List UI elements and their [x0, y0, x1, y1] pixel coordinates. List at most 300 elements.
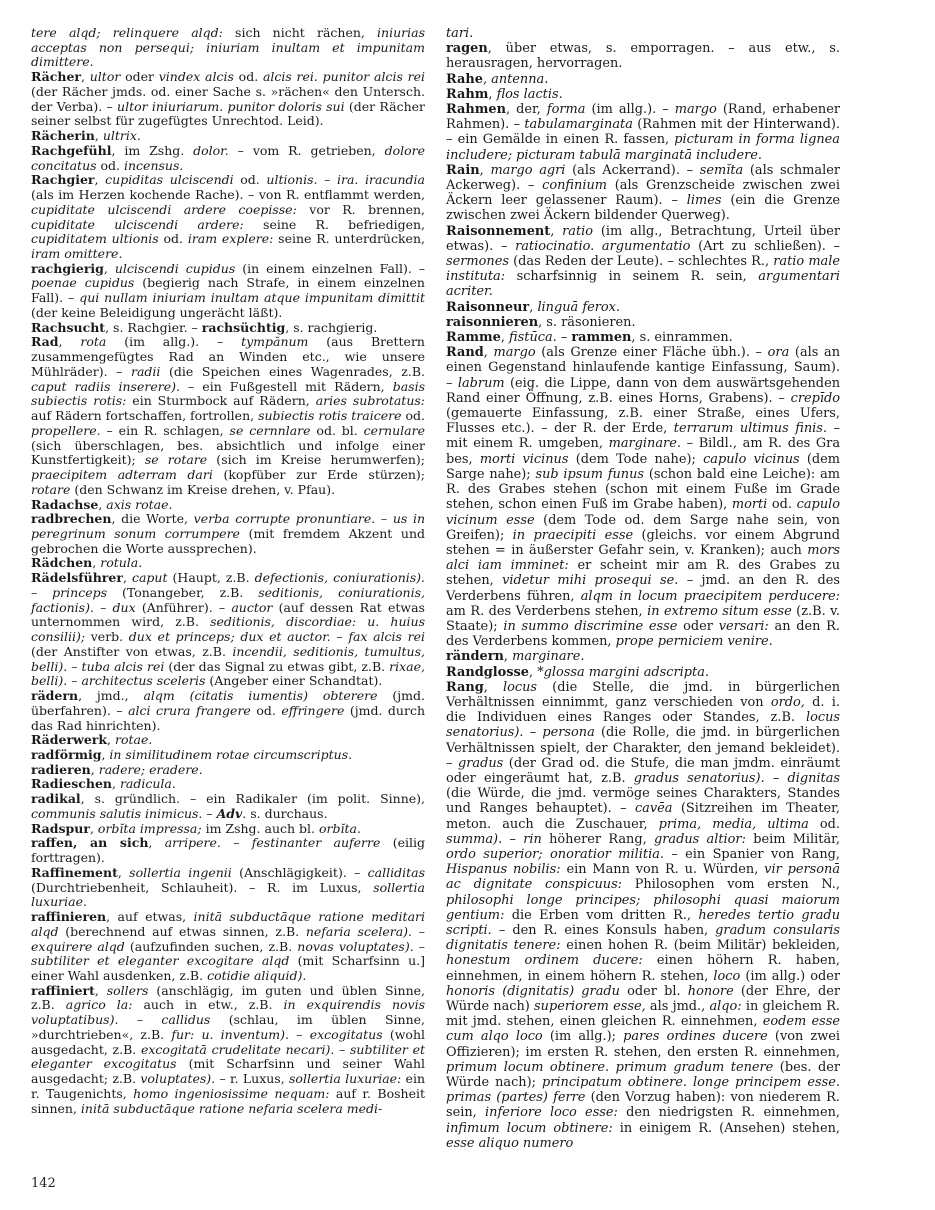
- headword: rachsüchtig: [201, 319, 286, 335]
- latin-text: gradus altior:: [653, 831, 746, 847]
- headword: Rahe: [446, 71, 483, 87]
- latin-text: subiectis rotis traicere: [258, 408, 402, 424]
- latin-text: gradum consularis dignitatis tenere:: [446, 922, 840, 954]
- latin-text: alci crura frangere: [128, 702, 251, 718]
- dictionary-entry: [31, 173, 425, 261]
- german-text: (mit fremdem Akzent und gebrochen die Worte aussprechen).: [31, 525, 425, 556]
- dictionary-entry: [31, 689, 425, 733]
- latin-text: aries subrotatus:: [315, 393, 426, 409]
- latin-text: incendii, seditionis, tumultus, belli). – tuba alcis rei: [31, 643, 425, 674]
- german-text: (die Stelle, die jmd. in bürgerlichen Verhältnissen einnimmt, ganz verschieden von: [446, 679, 840, 710]
- german-text: ,: [500, 330, 510, 346]
- german-text: (als an einen Gegenstand hinlaufende kantige Einfassung, Saum). –: [446, 345, 840, 391]
- dictionary-entry: [446, 102, 840, 163]
- latin-text: alqm (citatis iumentis) obterere: [143, 688, 378, 704]
- dictionary-entry: [31, 129, 425, 144]
- latin-text: rotare: [31, 481, 71, 497]
- german-text: (bes. der Würde nach);: [446, 1059, 840, 1091]
- latin-text: summa). – rin: [446, 831, 542, 847]
- latin-text: arripere. – festinanter auferre: [164, 835, 381, 851]
- latin-text: tere alqd; relinquere alqd:: [31, 25, 223, 40]
- dictionary-entry: [31, 984, 425, 1117]
- latin-text: sollertia luxuriae.: [31, 879, 425, 910]
- german-text: ,: [483, 679, 503, 695]
- latin-text: argumentari acriter.: [446, 269, 840, 300]
- german-text: ,: [94, 172, 106, 188]
- german-text: ,: [529, 299, 538, 315]
- headword: Raisonnement: [446, 223, 551, 239]
- dictionary-entry: [31, 733, 425, 748]
- latin-text: ora: [767, 345, 790, 361]
- german-text: (aufzufinden suchen, z.B.: [124, 938, 298, 954]
- latin-text: locus senatorius). – persona: [446, 710, 840, 741]
- latin-text: seditionis, coniurationis, factionis). – dux: [31, 584, 425, 615]
- german-text: (jmd. überfahren). –: [31, 688, 425, 718]
- german-text: (Sitzreihen im Theater, meton. auch die Zuschauer,: [446, 801, 840, 832]
- latin-text: gradus: [457, 755, 504, 771]
- latin-text: Hispanus nobilis:: [446, 862, 561, 878]
- headword: raffiniert: [31, 982, 95, 998]
- headword: rachgierig: [31, 260, 104, 276]
- latin-text: axis rotae.: [106, 496, 173, 512]
- german-text: (ein die Grenze zwischen zwei Äckern bildender Querweg).: [446, 193, 840, 224]
- german-text: ein Sturmbock auf Rädern,: [126, 393, 316, 409]
- latin-text: se cernnlare: [229, 422, 311, 438]
- german-text: ,: [528, 664, 538, 680]
- headword: Radachse: [31, 496, 99, 512]
- german-text: – ein R. schlagen,: [100, 422, 230, 438]
- headword: Radspur: [31, 820, 90, 836]
- latin-text: dolore concitatus: [31, 142, 425, 173]
- german-text: in gleichem R. mit jmd. stehen, einen gleichen R. einnehmen,: [446, 999, 840, 1030]
- latin-text: mors alci iam imminet:: [446, 542, 840, 574]
- latin-text: esse aliquo numero: [446, 1135, 574, 1151]
- headword: Rahm: [446, 86, 489, 102]
- latin-text: terrarum ultimus finis.: [673, 421, 827, 437]
- latin-text: voluptates).: [140, 1071, 216, 1087]
- latin-text: crepīdo: [790, 390, 840, 406]
- latin-text: iram omittere.: [31, 246, 123, 262]
- german-text: seine R. unterdrücken,: [273, 231, 425, 247]
- latin-text: in praecipiti esse: [512, 527, 634, 543]
- german-text: ,: [117, 864, 130, 880]
- german-text: (mit Scharfsinn u.] einer Wahl ausdenken, z.B.: [31, 953, 425, 983]
- latin-text: radii: [131, 363, 161, 379]
- german-text: ,: [550, 223, 563, 239]
- latin-text: seditionis, discordiae:: [210, 614, 357, 630]
- latin-text: ratio male instituta:: [446, 254, 840, 285]
- latin-text: cavēa: [634, 801, 673, 817]
- german-text: (anschlägig, im guten und üblen Sinne, z.B.: [31, 982, 425, 1013]
- german-text: (der Grad od. die Stufe, die man jmdm. einräumt oder eingeräumt hat, z.B.: [446, 755, 841, 786]
- german-text: ,: [503, 649, 513, 665]
- german-text: (Art zu schließen). –: [690, 238, 840, 254]
- dictionary-entry: [31, 70, 425, 129]
- german-text: ,: [58, 334, 81, 350]
- german-text: im Zshg. auch bl.: [201, 820, 319, 836]
- headword: radikal: [31, 791, 81, 807]
- german-text: die Erben vom dritten R.,: [504, 907, 699, 923]
- german-text: , jmd.,: [78, 688, 144, 704]
- latin-text: fistūca.: [509, 330, 557, 346]
- headword: Rang: [446, 679, 484, 695]
- german-text: (im allg.);: [542, 1029, 624, 1045]
- german-text: [356, 614, 367, 629]
- german-text: , über etwas, s. emporragen. – aus etw., s. herausragen, hervorragen.: [446, 41, 840, 72]
- dictionary-entry: [446, 649, 840, 664]
- latin-text: in summo discrimine esse: [503, 618, 678, 634]
- headword: Rachgefühl: [31, 142, 112, 158]
- german-text: (dem Sarge nahe);: [446, 451, 840, 482]
- german-text: ,: [81, 69, 90, 85]
- german-text: ,: [482, 71, 492, 87]
- german-text: od.: [250, 702, 282, 718]
- latin-text: rotae.: [114, 732, 153, 748]
- german-text: (den Vorzug haben): von niederem R. sein,: [446, 1090, 840, 1121]
- headword: Rächerin: [31, 128, 95, 144]
- latin-text: antenna.: [491, 71, 549, 87]
- dictionary-entry: [446, 163, 840, 224]
- german-text: Philosophen vom ersten N.,: [622, 877, 840, 893]
- latin-text: caput radiis inserere).: [31, 378, 180, 394]
- dictionary-entry: [446, 72, 840, 87]
- latin-text: rixae, belli). – architectus sceleris: [31, 658, 425, 689]
- latin-text: marginare.: [512, 649, 585, 665]
- german-text: ,: [107, 732, 115, 748]
- latin-text: in extremo situm esse: [647, 603, 792, 619]
- latin-text: tabulamarginata: [524, 117, 633, 133]
- latin-text: ultor iniuriarum. punitor doloris sui: [117, 98, 345, 114]
- latin-text: sermones: [446, 254, 509, 270]
- german-text: einen hohen R. (beim Militär) bekleiden,: [560, 938, 840, 954]
- latin-text: ordo,: [770, 694, 805, 710]
- latin-text: calliditas: [367, 864, 426, 880]
- german-text: (als Grenze einer Fläche übh.). –: [535, 345, 768, 361]
- dictionary-entry: [31, 556, 425, 571]
- german-text: (die Rolle, die jmd. in bürgerlichen Verhältnissen spielt, der Charakter, den jemand bekleidet). –: [446, 725, 840, 771]
- german-text: er scheint mir am R. des Grabes zu stehen,: [446, 558, 840, 589]
- headword: Rachsucht: [31, 319, 106, 335]
- german-text: (Haupt, z.B.: [167, 570, 255, 586]
- german-text: , s. rachgierig.: [285, 319, 378, 335]
- latin-text: honore: [687, 983, 734, 999]
- latin-text: initā subductāque ratione nefaria scelera medi-: [80, 1100, 383, 1116]
- headword: Rain: [446, 162, 480, 178]
- german-text: ,: [103, 260, 115, 276]
- latin-text: poenae cupidus: [31, 275, 135, 291]
- german-text: als jmd.,: [645, 999, 710, 1014]
- german-text: sich nicht rächen,: [222, 25, 378, 40]
- latin-text: prope perniciem venire.: [615, 634, 773, 650]
- headword: raisonnieren: [446, 314, 539, 330]
- headword: raffinieren: [31, 909, 107, 925]
- latin-text: philosophi longe principes; philosophi quasi maiorum gentium:: [446, 892, 840, 923]
- latin-text: flos lactis.: [496, 86, 563, 102]
- latin-text: prima, media, ultima: [658, 816, 809, 832]
- latin-text: capulo vicinus: [703, 451, 800, 467]
- latin-text: agrico la:: [65, 997, 133, 1013]
- german-text: (dem Tode od. dem Sarge nahe sein, von Greifen);: [446, 512, 840, 543]
- latin-text: cupiditate ulciscendi ardere coepisse:: [31, 201, 297, 217]
- latin-text: ultor: [89, 69, 121, 85]
- dictionary-entry: [446, 87, 840, 102]
- german-text: (Durchtriebenheit, Schlauheit). – R. im Luxus,: [31, 879, 374, 895]
- german-text: (im allg., Betrachtung, Urteil über etwas). –: [446, 223, 841, 254]
- latin-text: ultrix.: [102, 128, 141, 144]
- headword: ragen: [446, 41, 488, 57]
- latin-text: fur:: [171, 1026, 195, 1042]
- german-text: (von zwei Offizieren); im ersten R. stehen, den ersten R. einnehmen,: [446, 1029, 841, 1060]
- latin-text: infimum locum obtinere:: [446, 1120, 613, 1136]
- german-text: ,: [94, 982, 107, 998]
- latin-text: videtur mihi prosequi se.: [502, 573, 679, 589]
- german-text: od.: [96, 157, 124, 173]
- german-text: höherer Rang,: [541, 831, 654, 847]
- latin-text: heredes tertio gradu scripti.: [446, 907, 840, 938]
- german-text: (jmd. durch das Rad hinrichten).: [31, 702, 426, 733]
- dictionary-entry: [446, 330, 840, 345]
- german-text: (der Rächer seiner selbst für zugefügtes Unrechtod. Leid).: [31, 98, 425, 129]
- german-text: ,: [148, 835, 165, 851]
- german-text: ,: [94, 128, 103, 144]
- latin-text: morti: [731, 497, 768, 513]
- headword: Rächer: [31, 69, 82, 85]
- german-text: – ein Spanier von Rang,: [663, 846, 841, 862]
- dictionary-entry: [31, 866, 425, 910]
- latin-text: sollertia luxuriae:: [289, 1071, 402, 1087]
- right-column: [446, 26, 840, 1151]
- german-text: , s. einrammen.: [631, 330, 733, 346]
- latin-text: alqm in locum praecipitem perducere:: [580, 588, 840, 604]
- dictionary-entry: [446, 315, 840, 330]
- german-text: (Rand, erhabener Rahmen). –: [446, 102, 840, 133]
- german-text: (der Anstifter von etwas, z.B.: [31, 643, 233, 659]
- headword: Rädelsführer: [31, 570, 123, 586]
- latin-text: limes: [686, 193, 722, 209]
- latin-text: locus: [503, 679, 538, 695]
- latin-text: confinium: [542, 178, 607, 194]
- german-text: . s. durchaus.: [242, 805, 328, 821]
- latin-text: rotula.: [100, 555, 143, 571]
- latin-text: ordo superior; onoratior militia.: [446, 846, 664, 862]
- german-text: seine R. befriedigen,: [243, 216, 425, 232]
- headword: Rahmen: [446, 102, 506, 118]
- latin-text: dolor.: [193, 142, 229, 158]
- german-text: (eig. die Lippe, dann von dem auswärtsgehenden Rand einer Öffnung, z.B. eines Horns, Grabens). –: [446, 375, 840, 406]
- german-text: auf r. Bosheit sinnen,: [31, 1085, 425, 1116]
- dictionary-entry: [31, 748, 425, 763]
- german-text: (sich im Kreise herumwerfen);: [207, 452, 426, 468]
- german-text: (in einem einzelnen Fall). –: [235, 260, 426, 276]
- latin-text: ulciscendi cupidus: [114, 260, 236, 276]
- latin-text: superiorem esse,: [534, 999, 646, 1014]
- dictionary-entry: [446, 224, 840, 300]
- german-text: ein Mann von R. u. Würden,: [560, 862, 765, 878]
- german-text: beim Militär,: [745, 831, 841, 847]
- headword: Randglosse: [446, 664, 529, 680]
- german-text: (schlau, im üblen Sinne, »durchtrieben«, z.B.: [31, 1012, 425, 1042]
- latin-text: radicula.: [119, 776, 176, 792]
- latin-text: rota: [80, 334, 107, 350]
- latin-text: tympănum: [241, 334, 309, 350]
- latin-text: margo agri: [490, 162, 566, 178]
- dictionary-entry: [31, 836, 425, 865]
- german-text: (als Ackerrand). –: [565, 162, 700, 178]
- latin-text: cupiditate ulciscendi ardere:: [31, 216, 244, 232]
- latin-text: honestum ordinem ducere:: [446, 953, 643, 969]
- latin-text: semĭta: [699, 162, 744, 178]
- german-text: d. i. die Individuen eines Ranges oder Standes, z.B.: [446, 694, 840, 726]
- latin-text: ratio: [562, 223, 594, 239]
- german-text: (Rahmen mit der Hinterwand). – ein Gemälde in einen R. fassen,: [446, 117, 840, 148]
- german-text: (eilig forttragen).: [31, 835, 426, 866]
- latin-text: marginare.: [608, 436, 681, 452]
- german-text: (berechnend auf etwas sinnen, z.B.: [58, 923, 306, 939]
- dictionary-entry: [31, 777, 425, 792]
- german-text: (mit Scharfsinn und seiner Wahl ausgedacht; z.B.: [31, 1056, 425, 1087]
- latin-text: radere; eradere.: [98, 761, 203, 777]
- headword: Radieschen: [31, 776, 112, 792]
- latin-text: homo ingeniosissime nequam:: [133, 1085, 330, 1101]
- grammar-label: Adv: [216, 805, 243, 821]
- latin-text: margo: [493, 345, 536, 361]
- german-text: ,: [112, 776, 120, 792]
- german-text: (im allg.) oder: [740, 968, 840, 984]
- latin-text: cupiditatem ultionis: [31, 231, 159, 247]
- latin-text: ratiocinatio. argumentatio: [515, 238, 691, 254]
- german-text: oder bl.: [619, 983, 688, 999]
- latin-text: iniurias acceptas non persequi; iniuriam inultam et impunitam dimittere.: [31, 25, 425, 70]
- latin-text: u. huius consilii);: [31, 614, 425, 645]
- german-text: (als Grenzscheide zwischen zwei Äckern leer gelassener Raum). –: [446, 178, 841, 209]
- german-text: verb.: [85, 629, 129, 645]
- headword: radförmig: [31, 746, 102, 762]
- german-text: od. bl.: [310, 422, 364, 438]
- page-number: 142: [31, 1176, 56, 1191]
- german-text: (der Ehre, der Würde nach): [446, 983, 840, 1014]
- latin-text: novas voluptates). – subtiliter et eleganter excogitare alqd: [31, 938, 426, 969]
- german-text: (sich überschlagen, bes. absichtlich und infolge einer Kunstfertigkeit);: [31, 437, 425, 468]
- latin-text: cupiditas ulciscendi: [105, 172, 234, 188]
- latin-text: vir personā ac dignitate conspicuus:: [446, 862, 840, 893]
- german-text: (gemauerte Einfassung, z.B. einer Straße, eines Ufers, Flusses etc.). – der R. der Erde,: [446, 406, 840, 437]
- latin-text: excogitatā crudelitate necari). – subtiliter et eleganter excogitatus: [31, 1041, 425, 1072]
- german-text: in einigem R. (Ansehen) stehen,: [612, 1120, 840, 1136]
- latin-text: iram explere:: [187, 231, 274, 247]
- left-column: [31, 26, 425, 1116]
- german-text: , s. räsonieren.: [538, 314, 636, 330]
- german-text: (wohl ausgedacht, z.B.: [31, 1026, 426, 1057]
- dictionary-entry: [31, 792, 425, 821]
- german-text: od.: [401, 408, 425, 424]
- headword: Raffinement: [31, 864, 118, 880]
- latin-text: cernulare: [363, 422, 425, 438]
- dictionary-entry: [31, 822, 425, 837]
- dictionary-entry: [31, 571, 425, 689]
- german-text: (der Rächer jmds. od. einer Sache s. »rächen« den Untersch. der Verba). –: [31, 83, 425, 114]
- latin-text: forma: [546, 102, 586, 118]
- german-text: –: [556, 330, 572, 346]
- german-text: – den R. eines Konsuls haben,: [491, 922, 716, 938]
- latin-text: initā subductāque ratione meditari alqd: [31, 909, 425, 939]
- headword: Rad: [31, 334, 59, 350]
- latin-text: labrum: [457, 375, 505, 391]
- german-text: oder: [120, 69, 159, 85]
- german-text: auf Rädern fortschaffen, fortrollen,: [31, 408, 259, 424]
- latin-text: morti vicinus: [479, 451, 569, 467]
- headword: Räderwerk: [31, 732, 108, 748]
- latin-text: sollertia ingenii: [129, 864, 232, 880]
- latin-text: praecipitem adterram dari: [31, 467, 213, 483]
- latin-text: gradus senatorius). – dignitas: [633, 770, 840, 786]
- headword: Ramme: [446, 330, 501, 346]
- latin-text: eodem esse cum alqo loco: [446, 1014, 840, 1045]
- german-text: (den Schwanz im Kreise drehen, v. Pfau).: [70, 481, 336, 497]
- german-text: am R. des Verderbens stehen,: [446, 603, 648, 619]
- german-text: ,: [479, 162, 491, 178]
- latin-text: inferiore loco esse:: [485, 1105, 618, 1121]
- dictionary-entry: [31, 498, 425, 513]
- german-text: – ein Fußgestell mit Rädern,: [179, 378, 393, 394]
- german-text: (Angeber einer Schandtat).: [205, 673, 383, 689]
- latin-text: sub ipsum funus: [535, 466, 645, 482]
- german-text: (gleichs. vor einem Abgrund stehen = in äußerster Gefahr sein, v. Kranken); auch: [446, 527, 840, 558]
- headword: radieren: [31, 761, 91, 777]
- dictionary-entry: [31, 512, 425, 556]
- german-text: (als schmaler Ackerweg). –: [446, 162, 841, 194]
- german-text: (der keine Beleidigung ungerächt läßt).: [31, 304, 283, 320]
- latin-text: principatum obtinere. longe principem esse. primas (partes) ferre: [446, 1075, 840, 1106]
- latin-text: *glossa margini adscripta.: [537, 664, 710, 680]
- dictionary-entry: [446, 26, 840, 41]
- german-text: ,: [483, 345, 494, 361]
- german-text: – r. Luxus,: [215, 1071, 289, 1087]
- german-text: ,: [101, 746, 110, 762]
- latin-text: basis subiectis rotis:: [31, 378, 425, 409]
- german-text: (Tonangeber, z.B.: [107, 584, 259, 600]
- latin-text: loco: [713, 968, 741, 984]
- latin-text: in exquirendis novis voluptatibus). – callidus: [31, 997, 425, 1028]
- headword: rädern: [31, 688, 79, 704]
- german-text: oder: [677, 618, 719, 634]
- latin-text: alcis rei. punitor alcis rei: [262, 69, 426, 85]
- german-text: den niedrigsten R. einnehmen,: [617, 1105, 840, 1121]
- german-text: – jmd. an den R. des Verderbens führen,: [446, 573, 840, 604]
- german-text: einen höhern R. haben, einnehmen, in einem höhern R. stehen,: [446, 953, 841, 984]
- german-text: (Anführer). –: [135, 599, 232, 615]
- german-text: (als im Herzen kochende Rache). – von R. entflammt werden,: [31, 187, 425, 203]
- headword: Rachgier: [31, 172, 95, 188]
- german-text: ,: [122, 570, 132, 586]
- latin-text: auctor: [231, 599, 273, 615]
- dictionary-entry: [446, 41, 840, 71]
- german-text: od.: [233, 172, 267, 188]
- latin-text: caput: [131, 570, 168, 586]
- latin-text: verba corrupte pronuntiare. – us in peregrinum sonum corrumpere: [31, 511, 425, 541]
- latin-text: sollers: [106, 982, 149, 998]
- german-text: (die Würde, die jmd. vermöge seines Charakters, Standes und Ranges behauptet). –: [446, 786, 840, 817]
- latin-text: se rotare: [144, 452, 208, 468]
- latin-text: communis salutis inimicus.: [31, 805, 203, 821]
- german-text: , auf etwas,: [106, 909, 194, 925]
- latin-text: primum locum obtinere. primum gradum tenere: [446, 1059, 774, 1075]
- dictionary-entry: [31, 262, 425, 321]
- headword: raffen, an sich: [31, 835, 149, 851]
- german-text: –: [202, 805, 217, 821]
- german-text: od.: [233, 69, 263, 85]
- german-text: scharfsinnig in seinem R. sein,: [505, 269, 759, 285]
- latin-text: in similitudinem rotae circumscriptus.: [109, 746, 353, 762]
